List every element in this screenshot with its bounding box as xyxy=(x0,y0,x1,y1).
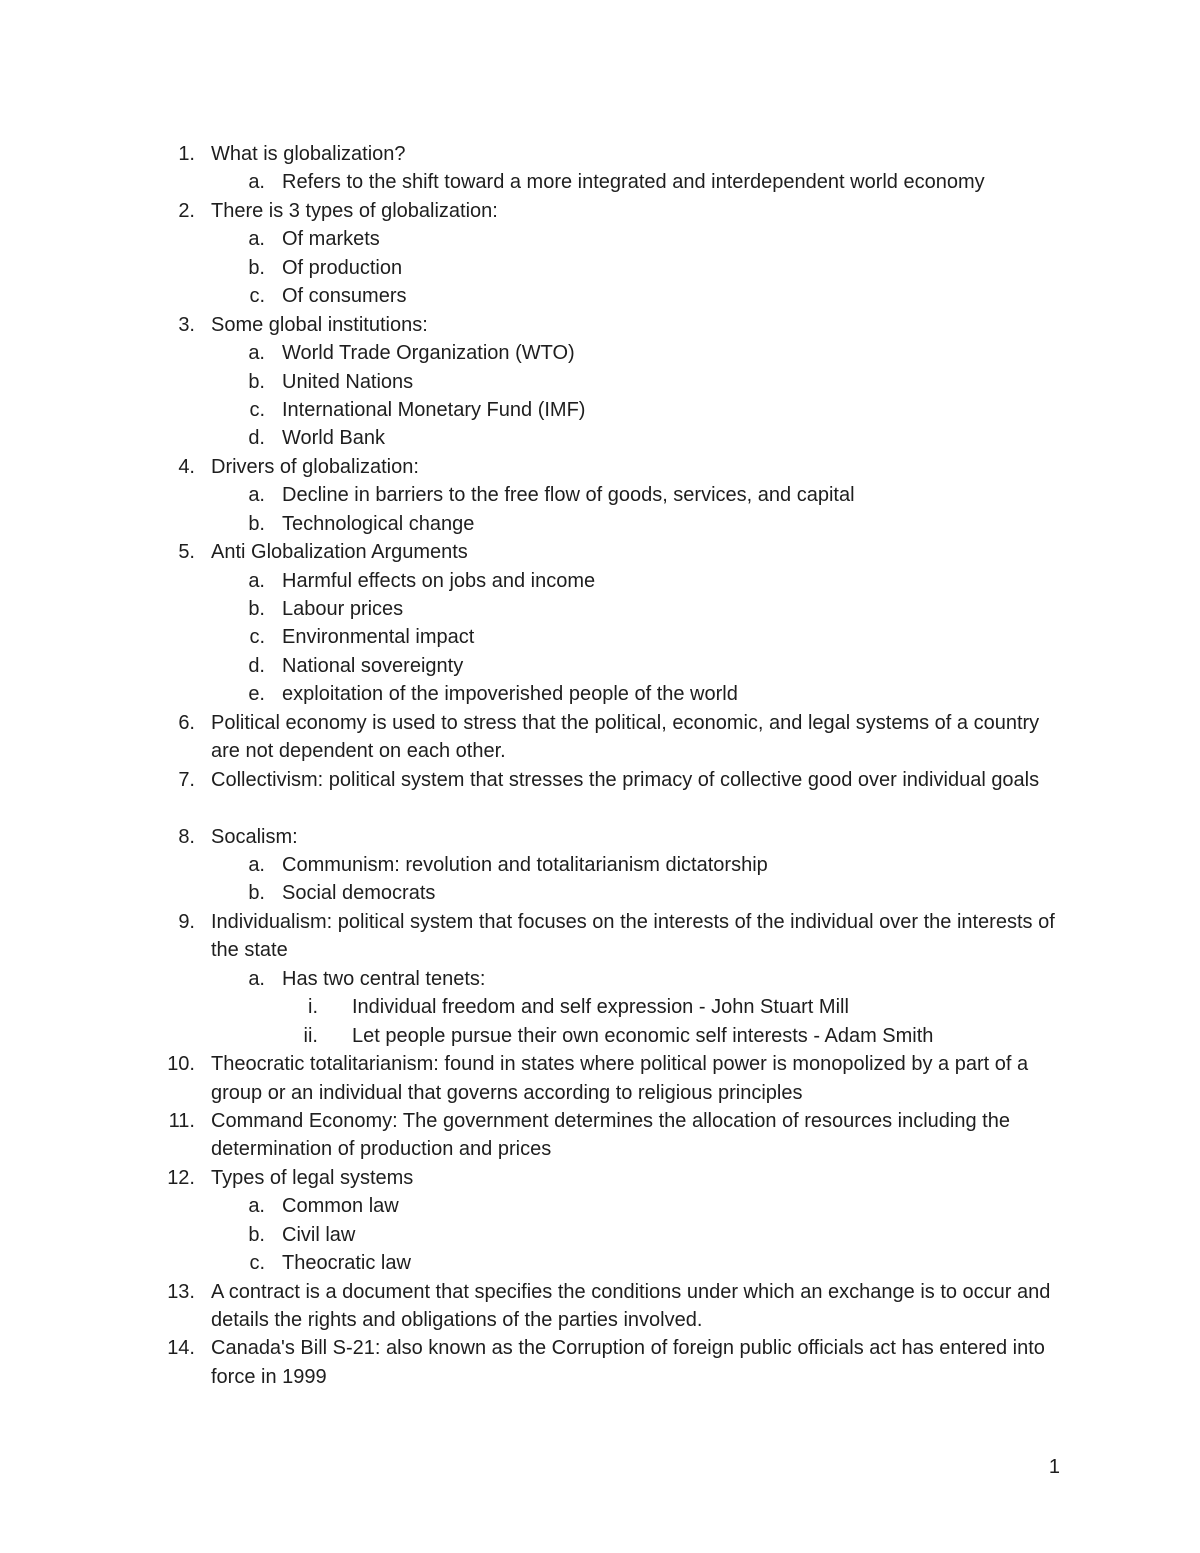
list-item xyxy=(0,652,1200,680)
list-item xyxy=(0,680,1200,708)
list-marker: b. xyxy=(248,370,265,393)
list-marker: 5. xyxy=(178,541,195,564)
list-marker: 11. xyxy=(168,1109,195,1132)
list-item-text: Let people pursue their own economic self interests - Adam Smith xyxy=(352,1024,934,1047)
list-marker: e. xyxy=(248,683,265,706)
list-item-text: National sovereignty xyxy=(282,654,464,677)
list-item xyxy=(0,766,1200,823)
list-item xyxy=(0,965,1200,993)
list-marker: a. xyxy=(248,228,265,251)
list-marker: a. xyxy=(248,1195,265,1218)
list-item xyxy=(0,311,1200,339)
list-item xyxy=(0,254,1200,282)
list-item xyxy=(0,168,1200,196)
list-marker: 3. xyxy=(178,313,195,336)
list-item xyxy=(0,1249,1200,1277)
list-item-text: Harmful effects on jobs and income xyxy=(282,569,596,592)
list-item-text: A contract is a document that specifies the conditions under which an exchange is to occur and details the rights and obligations of the parties involved. xyxy=(211,1280,1051,1332)
list-item-text: Anti Globalization Arguments xyxy=(211,541,468,564)
list-item-text: Decline in barriers to the free flow of goods, services, and capital xyxy=(282,484,855,507)
list-item-text: Has two central tenets: xyxy=(282,967,486,990)
list-item xyxy=(0,225,1200,253)
list-item xyxy=(0,595,1200,623)
list-item-text: Theocratic totalitarianism: found in states where political power is monopolized by a part of a group or an individual that governs according to religious principles xyxy=(211,1053,1029,1104)
list-item-text: Environmental impact xyxy=(282,626,475,649)
list-item xyxy=(0,1022,1200,1050)
list-item-text: Civil law xyxy=(282,1223,356,1246)
list-item xyxy=(0,908,1200,965)
list-item-text: There is 3 types of globalization: xyxy=(211,199,498,222)
list-item xyxy=(0,567,1200,595)
list-item xyxy=(0,424,1200,452)
list-item-text: Labour prices xyxy=(282,598,404,620)
list-item-text: World Trade Organization (WTO) xyxy=(282,342,575,365)
list-marker: b. xyxy=(248,598,265,620)
list-item-text: Refers to the shift toward a more integrated and interdependent world economy xyxy=(282,171,985,194)
list-marker: a. xyxy=(248,342,265,365)
list-marker: b. xyxy=(248,1223,265,1246)
outline-list xyxy=(0,140,1200,1391)
list-marker: b. xyxy=(248,882,265,905)
list-item-text: Some global institutions: xyxy=(211,313,428,336)
list-item xyxy=(0,1221,1200,1249)
list-marker: b. xyxy=(248,512,265,535)
list-marker: ii. xyxy=(303,1024,318,1047)
list-item xyxy=(0,1192,1200,1220)
list-marker: 6. xyxy=(178,711,195,734)
list-marker: a. xyxy=(248,171,265,194)
list-item xyxy=(0,1050,1200,1107)
list-item-text: Command Economy: The government determines the allocation of resources including the determination of production and prices xyxy=(211,1109,1010,1161)
list-marker: c. xyxy=(249,1252,265,1275)
list-marker: 14. xyxy=(167,1337,195,1360)
list-item-text: exploitation of the impoverished people of the world xyxy=(282,683,738,706)
list-item-text: Canada's Bill S-21: also known as the Corruption of foreign public officials act has entered into force in 1999 xyxy=(211,1337,1045,1388)
list-item-text: Technological change xyxy=(282,512,475,535)
list-marker: c. xyxy=(249,398,265,421)
page-number: 1 xyxy=(1048,1456,1060,1478)
list-item-text: Types of legal systems xyxy=(211,1166,414,1189)
list-marker: c. xyxy=(249,285,265,308)
list-item-text: Socalism: xyxy=(211,825,298,848)
list-marker: a. xyxy=(248,569,265,592)
list-item xyxy=(0,1164,1200,1192)
list-item xyxy=(0,396,1200,424)
list-item-text: Of markets xyxy=(282,228,380,251)
list-marker: 2. xyxy=(178,199,195,222)
list-marker: 12. xyxy=(167,1166,195,1189)
list-item xyxy=(0,709,1200,766)
list-item xyxy=(0,453,1200,481)
list-item xyxy=(0,197,1200,225)
list-marker: 1. xyxy=(178,143,195,165)
list-item-text: Drivers of globalization: xyxy=(211,455,419,478)
list-item-text: Of production xyxy=(282,256,403,279)
list-item xyxy=(0,538,1200,566)
list-item xyxy=(0,851,1200,879)
list-marker: b. xyxy=(248,256,265,279)
list-marker: i. xyxy=(308,996,318,1019)
list-item-text: Common law xyxy=(282,1195,399,1218)
list-item xyxy=(0,993,1200,1021)
list-item-text: What is globalization? xyxy=(211,143,406,165)
list-item xyxy=(0,823,1200,851)
list-item-text: Collectivism: political system that stresses the primacy of collective good over individual goals xyxy=(211,768,1040,791)
list-marker: a. xyxy=(248,967,265,990)
list-marker: a. xyxy=(248,853,265,876)
list-item xyxy=(0,481,1200,509)
list-item-text: United Nations xyxy=(282,370,414,393)
list-item xyxy=(0,623,1200,651)
list-item xyxy=(0,1334,1200,1391)
list-marker: a. xyxy=(248,484,265,507)
list-item xyxy=(0,368,1200,396)
list-item xyxy=(0,879,1200,907)
list-marker: 4. xyxy=(178,455,195,478)
list-marker: 7. xyxy=(178,768,195,791)
list-item-text: World Bank xyxy=(282,427,386,450)
list-item-text: Theocratic law xyxy=(282,1252,411,1275)
list-item-text: International Monetary Fund (IMF) xyxy=(282,398,586,421)
list-marker: c. xyxy=(249,626,265,649)
list-item xyxy=(0,510,1200,538)
list-item xyxy=(0,1107,1200,1164)
list-item-text: Individualism: political system that focuses on the interests of the individual over the interests of the state xyxy=(211,910,1055,962)
list-marker: d. xyxy=(248,654,265,677)
list-marker: 8. xyxy=(178,825,195,848)
list-item-text: Communism: revolution and totalitarianism dictatorship xyxy=(282,853,768,876)
list-item xyxy=(0,1278,1200,1335)
list-marker: 10. xyxy=(167,1053,195,1076)
list-item xyxy=(0,282,1200,310)
list-marker: 9. xyxy=(178,910,195,933)
list-marker: 13. xyxy=(167,1280,195,1303)
list-item-text: Of consumers xyxy=(282,285,407,308)
list-item-text: Social democrats xyxy=(282,882,436,905)
list-item xyxy=(0,140,1200,168)
list-item-text: Political economy is used to stress that the political, economic, and legal systems of a country are not dependent on each other. xyxy=(211,711,1040,763)
list-item xyxy=(0,339,1200,367)
list-item-text: Individual freedom and self expression - John Stuart Mill xyxy=(352,996,849,1019)
list-marker: d. xyxy=(248,427,265,450)
